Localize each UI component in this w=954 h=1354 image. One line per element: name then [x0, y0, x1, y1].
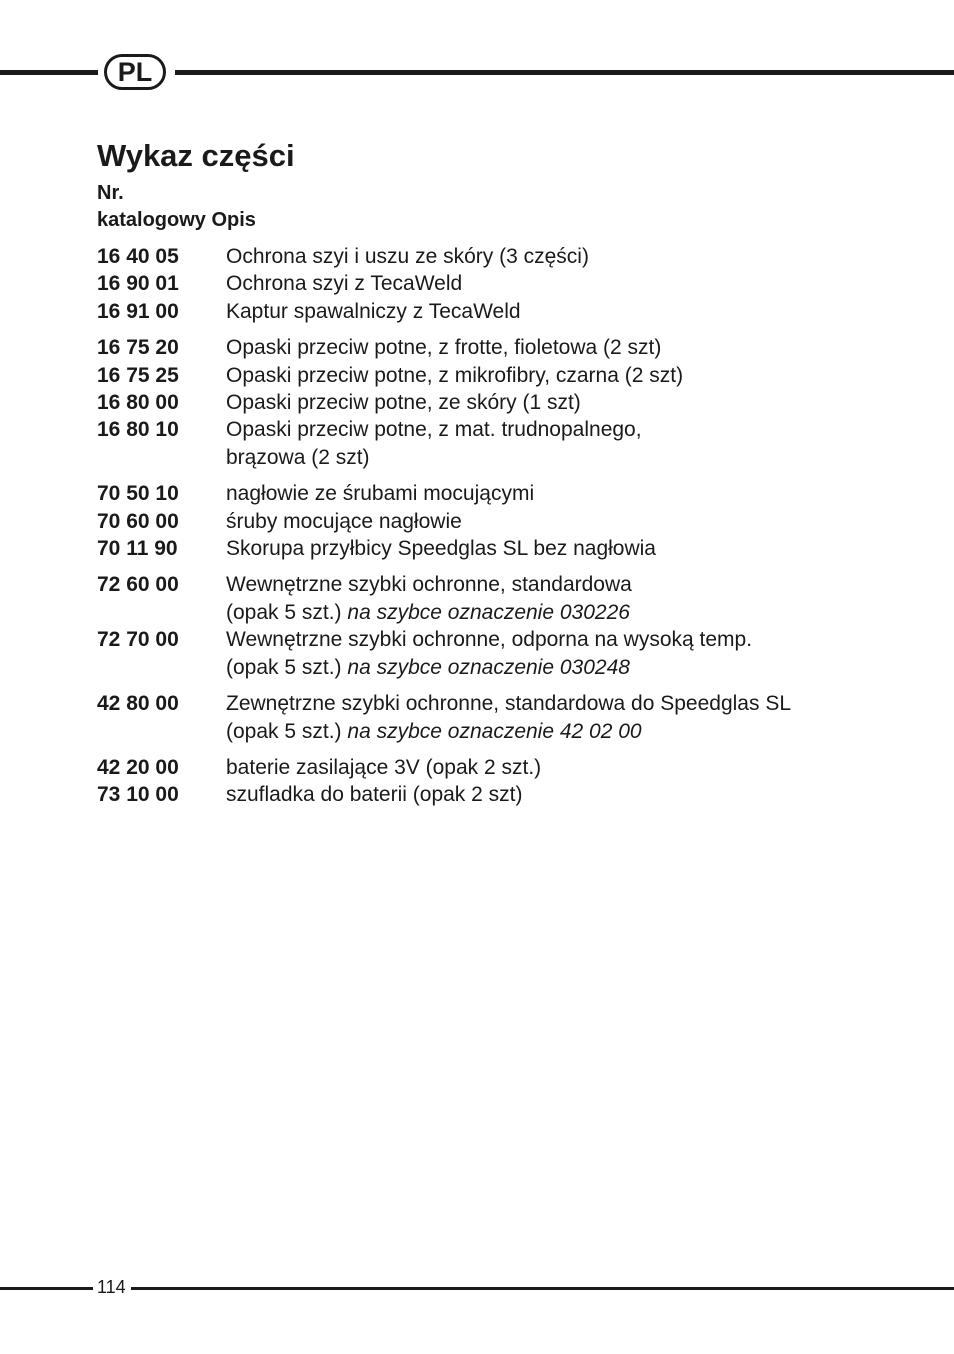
language-badge: PL: [104, 54, 166, 90]
part-description-line: Opaski przeciw potne, ze skóry (1 szt): [226, 391, 581, 415]
part-description: [226, 480, 877, 507]
part-code: 16 75 25: [97, 363, 179, 387]
part-description-line: nagłowie ze śrubami mocującymi: [226, 482, 535, 506]
part-code: 16 40 05: [97, 245, 179, 268]
part-row: [97, 781, 877, 808]
part-description: [226, 243, 877, 270]
column-header-catalog-description: katalogowy Opis: [97, 209, 256, 231]
part-row: [97, 362, 877, 389]
part-description-line: Wewnętrzne szybki ochronne, odporna na wysoką temp.: [226, 628, 753, 652]
part-code: 16 80 00: [97, 391, 179, 415]
page-title: Wykaz części: [97, 138, 295, 173]
parts-group: [97, 480, 877, 562]
part-description-line: Zewnętrzne szybki ochronne, standardowa do Speedglas SL: [226, 692, 792, 716]
parts-table: [97, 243, 877, 809]
parts-group: [97, 754, 877, 809]
part-code: 16 91 00: [97, 299, 179, 323]
part-package-note: (opak 5 szt.): [226, 655, 342, 679]
part-row: [97, 508, 877, 535]
part-package-note: (opak 5 szt.): [226, 719, 342, 743]
part-description-line: Kaptur spawalniczy z TecaWeld: [226, 299, 521, 323]
part-description: [226, 690, 877, 745]
part-description-line: śruby mocujące nagłowie: [226, 509, 462, 533]
part-description: [226, 362, 877, 389]
part-row: [97, 389, 877, 416]
part-description-line-2: [226, 718, 877, 745]
part-description-line: Opaski przeciw potne, z frotte, fioletowa (2 szt): [226, 336, 662, 360]
part-description: [226, 781, 877, 808]
part-description: [226, 389, 877, 416]
part-row: [97, 690, 877, 745]
parts-group: [97, 243, 877, 325]
part-description: [226, 334, 877, 361]
part-description: [226, 270, 877, 297]
part-description: [226, 508, 877, 535]
part-description-line-2: [226, 599, 877, 626]
part-code: 42 80 00: [97, 692, 179, 716]
part-row: [97, 298, 877, 325]
part-description: [226, 626, 877, 681]
part-package-note: brązowa (2 szt): [226, 445, 370, 469]
part-description-line: Wewnętrzne szybki ochronne, standardowa: [226, 573, 632, 597]
part-description-line: baterie zasilające 3V (opak 2 szt.): [226, 755, 542, 779]
part-row: [97, 754, 877, 781]
part-code: 16 80 10: [97, 418, 179, 442]
part-marking-note: na szybce oznaczenie 42 02 00: [347, 719, 642, 743]
part-code: 42 20 00: [97, 755, 179, 779]
part-package-note: (opak 5 szt.): [226, 600, 342, 624]
part-marking-note: na szybce oznaczenie 030248: [347, 655, 630, 679]
part-description: [226, 298, 877, 325]
parts-list-section: [97, 138, 877, 818]
part-description-line: Ochrona szyi z TecaWeld: [226, 272, 463, 296]
part-code: 72 60 00: [97, 573, 179, 597]
part-description-line: Opaski przeciw potne, z mat. trudnopalnego,: [226, 418, 642, 442]
parts-group: [97, 571, 877, 681]
page-number: 114: [97, 1277, 126, 1297]
part-row: [97, 270, 877, 297]
part-description: [226, 535, 877, 562]
part-code: 72 70 00: [97, 628, 179, 652]
header-rule-left: [0, 70, 98, 75]
part-row: [97, 416, 877, 471]
column-header-number: Nr.: [97, 182, 124, 204]
part-code: 70 11 90: [97, 537, 178, 561]
part-description-line: Ochrona szyi i uszu ze skóry (3 części): [226, 245, 589, 268]
part-row: [97, 243, 877, 270]
part-code: 73 10 00: [97, 783, 179, 807]
part-row: [97, 571, 877, 626]
footer-rule-left: [0, 1287, 93, 1290]
part-code: 16 75 20: [97, 336, 179, 360]
part-description: [226, 754, 877, 781]
header-rule-right: [175, 70, 954, 75]
part-row: [97, 480, 877, 507]
parts-group: [97, 334, 877, 471]
part-row: [97, 334, 877, 361]
part-description-line: szufladka do baterii (opak 2 szt): [226, 783, 523, 807]
part-description: [226, 571, 877, 626]
parts-group: [97, 690, 877, 745]
part-code: 70 50 10: [97, 482, 179, 506]
part-marking-note: na szybce oznaczenie 030226: [347, 600, 630, 624]
footer-rule-right: [131, 1287, 954, 1290]
part-description-line-2: [226, 654, 877, 681]
part-description-line: Skorupa przyłbicy Speedglas SL bez nagłowia: [226, 537, 656, 561]
part-description-line-2: [226, 444, 877, 471]
part-description-line: Opaski przeciw potne, z mikrofibry, czarna (2 szt): [226, 363, 684, 387]
part-row: [97, 626, 877, 681]
part-code: 70 60 00: [97, 509, 179, 533]
part-description: [226, 416, 877, 471]
part-code: 16 90 01: [97, 272, 179, 296]
part-row: [97, 535, 877, 562]
